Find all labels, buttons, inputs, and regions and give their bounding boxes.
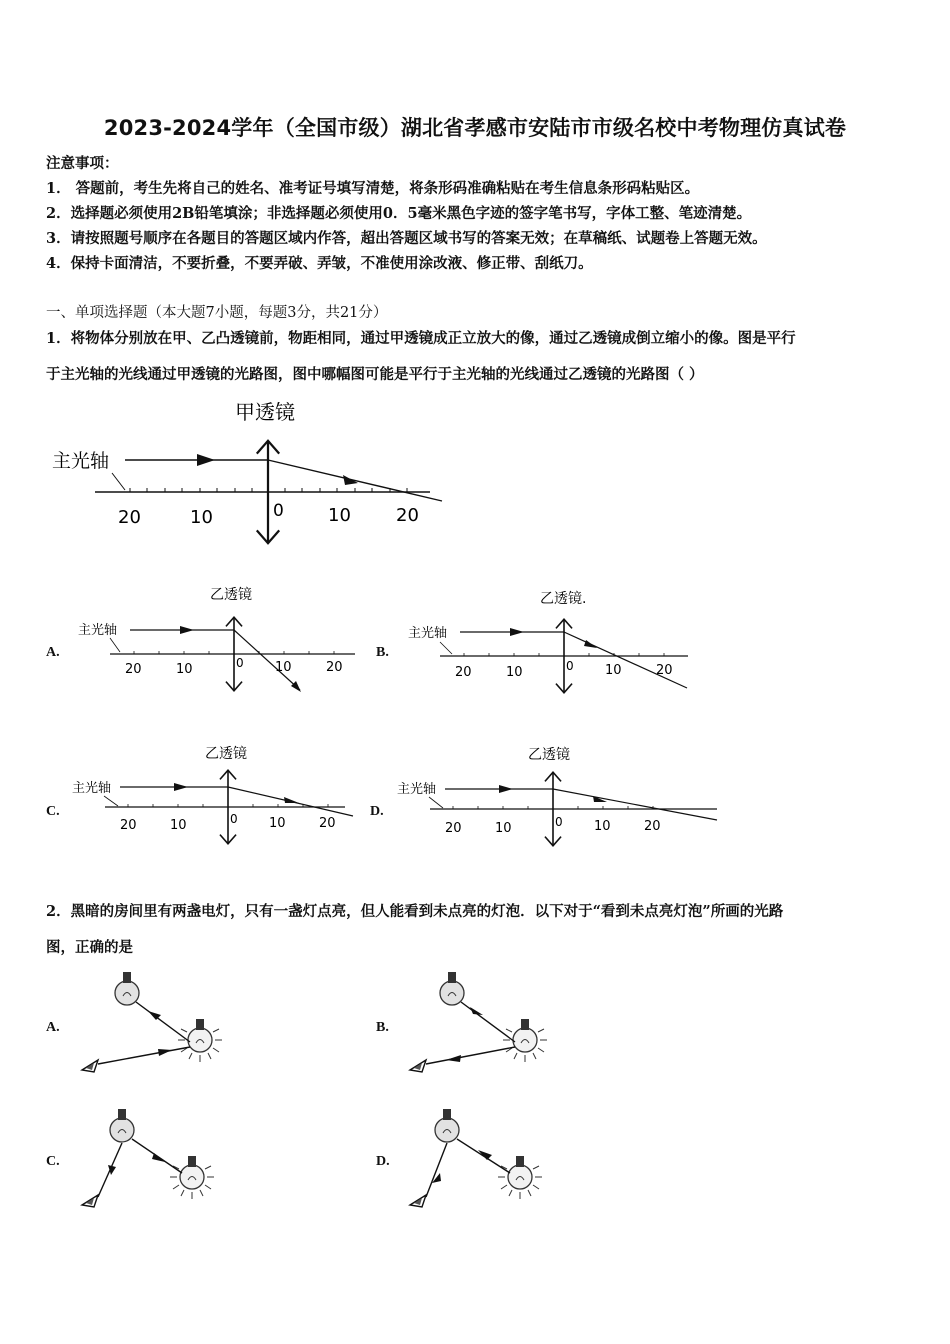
- tick-label: 0: [555, 815, 563, 829]
- lens-label: 乙透镜: [528, 747, 570, 763]
- tick-label: 0: [566, 659, 574, 673]
- tick-label: 20: [319, 816, 336, 831]
- tick-label: 10: [170, 818, 187, 833]
- light-path-option-d: [400, 1095, 570, 1215]
- tick-label: 10: [495, 821, 512, 836]
- lens-label: 乙透镜: [205, 746, 247, 762]
- notice-item: 4．保持卡面清洁，不要折叠，不要弄破、弄皱，不准使用涂改液、修正带、刮纸刀。: [46, 255, 593, 272]
- bulb-off-icon: [435, 1109, 459, 1142]
- lens-label: 甲透镜: [235, 400, 295, 424]
- tick-label: 10: [328, 505, 351, 526]
- axis-label: 主光轴: [78, 623, 118, 638]
- tick-label: 10: [275, 660, 292, 675]
- tick-label: 10: [176, 662, 193, 677]
- bulb-off-icon: [110, 1109, 134, 1142]
- lens-diagram-option-d: [395, 740, 725, 860]
- eye-icon: [82, 1195, 98, 1207]
- page-title: 2023-2024学年（全国市级）湖北省孝感市安陆市市级名校中考物理仿真试卷: [103, 116, 847, 140]
- question-2-text: 图，正确的是: [46, 939, 133, 956]
- tick-label: 10: [506, 665, 523, 680]
- ray-arrow: [197, 454, 215, 466]
- notice-item: 1． 答题前，考生先将自己的姓名、准考证号填写清楚，将条形码准确粘贴在考生信息条形码粘贴区。: [46, 180, 700, 197]
- notice-item: 2．选择题必须使用2B铅笔填涂；非选择题必须使用0．5毫米黑色字迹的签字笔书写，字体工整、笔迹清楚。: [46, 205, 752, 222]
- question-2-text: 2．黑暗的房间里有两盏电灯，只有一盏灯点亮，但人能看到未点亮的灯泡．以下对于“看到未点亮灯泡”所画的光路: [46, 903, 784, 920]
- option-letter[interactable]: C.: [46, 804, 60, 819]
- lens-label: 乙透镜: [210, 587, 252, 603]
- refracted-ray: [268, 460, 442, 501]
- tick-label: 10: [605, 663, 622, 678]
- option-letter[interactable]: B.: [376, 1020, 389, 1035]
- question-1-text: 于主光轴的光线通过甲透镜的光路图，图中哪幅图可能是平行于主光轴的光线通过乙透镜的光路图（ ）: [46, 366, 704, 383]
- tick-label: 20: [118, 507, 141, 528]
- tick-label: 20: [120, 818, 137, 833]
- option-letter[interactable]: A.: [46, 1020, 60, 1035]
- lens-label: 乙透镜.: [540, 591, 587, 607]
- eye-icon: [410, 1195, 426, 1207]
- bulb-off-icon: [440, 972, 464, 1005]
- axis-label: 主光轴: [397, 782, 437, 797]
- axis-label: 主光轴: [52, 450, 110, 472]
- axis-label-pointer: [112, 473, 125, 490]
- notice-heading: 注意事项：: [46, 155, 119, 172]
- lens-diagram-option-b: [400, 582, 700, 702]
- tick-label: 10: [190, 507, 213, 528]
- lens-diagram-option-c: [70, 740, 370, 860]
- bulb-on-icon: [170, 1156, 214, 1199]
- question-1-text: 1．将物体分别放在甲、乙凸透镜前，物距相同，通过甲透镜成正立放大的像，通过乙透镜成倒立缩小的像。图是平行: [46, 330, 796, 347]
- bulb-on-icon: [503, 1019, 547, 1062]
- bulb-off-icon: [115, 972, 139, 1005]
- tick-label: 10: [269, 816, 286, 831]
- axis-label: 主光轴: [72, 781, 112, 796]
- light-path-option-a: [70, 960, 240, 1080]
- light-path-option-c: [70, 1095, 240, 1215]
- eye-icon: [82, 1060, 98, 1072]
- option-letter[interactable]: A.: [46, 645, 60, 660]
- tick-label: 10: [594, 819, 611, 834]
- option-letter[interactable]: B.: [376, 645, 389, 660]
- bulb-on-icon: [178, 1019, 222, 1062]
- tick-label: 0: [230, 812, 238, 826]
- option-letter[interactable]: C.: [46, 1154, 60, 1169]
- eye-icon: [410, 1060, 426, 1072]
- lens-diagram-main: [40, 395, 460, 565]
- tick-label: 20: [445, 821, 462, 836]
- light-path-option-b: [400, 960, 570, 1080]
- tick-label: 0: [236, 656, 244, 670]
- tick-label: 20: [656, 663, 673, 678]
- tick-label: 20: [396, 505, 419, 526]
- tick-label: 20: [326, 660, 343, 675]
- notice-item: 3．请按照题号顺序在各题目的答题区域内作答，超出答题区域书写的答案无效；在草稿纸、试题卷上答题无效。: [46, 230, 767, 247]
- tick-label: 20: [644, 819, 661, 834]
- section-heading: 一、单项选择题（本大题7小题，每题3分，共21分）: [46, 305, 388, 321]
- bulb-on-icon: [498, 1156, 542, 1199]
- tick-label: 20: [125, 662, 142, 677]
- axis-label: 主光轴: [408, 626, 448, 641]
- lens-diagram-option-a: [70, 582, 370, 702]
- tick-label: 20: [455, 665, 472, 680]
- option-letter[interactable]: D.: [370, 804, 384, 819]
- option-letter[interactable]: D.: [376, 1154, 390, 1169]
- tick-label: 0: [273, 501, 284, 521]
